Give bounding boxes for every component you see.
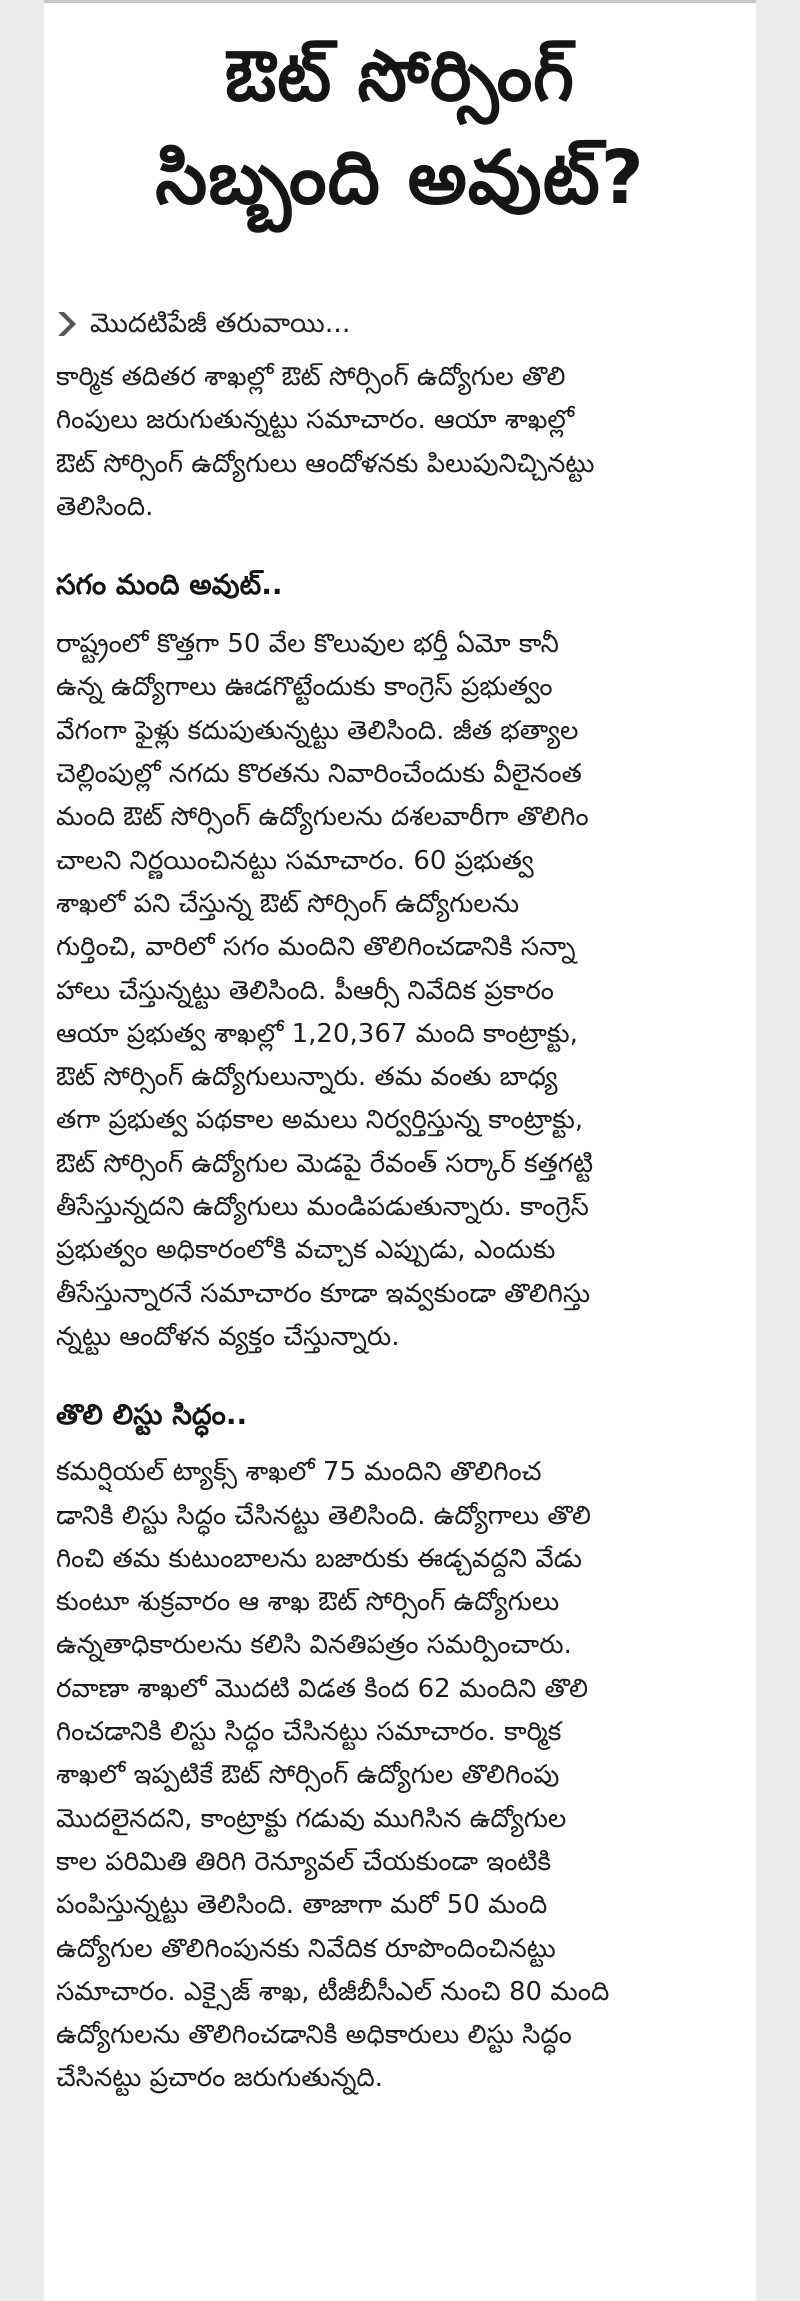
paragraph-line: శాఖలో పని చేస్తున్న ఔట్ సోర్సింగ్ ఉద్యోగులను [56,888,520,919]
paragraph-line: ఉన్న ఉద్యోగాలు ఊడగొట్టేందుకు కాంగ్రెస్ ప్రభుత్వం [56,672,553,703]
paragraph-line: తెలిసింది. [56,491,154,522]
section-1-paragraph [56,623,744,1359]
paragraph-line: మంది ఔట్ సోర్సింగ్ ఉద్యోగులను దశలవారీగా తొలిగిం [56,802,589,833]
paragraph-line: ఔట్ సోర్సింగ్ ఉద్యోగుల మెడపై రేవంత్ సర్కార్ కత్తగట్టి [56,1148,594,1179]
paragraph-line: తీసేస్తున్నారనే సమాచారం కూడా ఇవ్వకుండా తొలిగిస్తు [56,1278,591,1309]
paragraph-line: గింపులు జరుగుతున్నట్టు సమాచారం. ఆయా శాఖల్లో [56,405,575,436]
newspaper-clipping [44,0,756,2301]
paragraph-line: ఉన్నతాధికారులను కలిసి వినతిపత్రం సమర్పించారు. [56,1630,572,1661]
paragraph-line: ప్రభుత్వం అధికారంలోకి వచ్చాక ఎప్పుడు, ఎందుకు [56,1235,556,1266]
paragraph-line: హాలు చేస్తున్నట్టు తెలిసింది. పీఆర్సీ నివేదిక ప్రకారం [56,975,554,1006]
paragraph-line: రాష్ట్రంలో కొత్తగా 50 వేల కొలువుల భర్తీ ఏమో కానీ [56,629,559,660]
paragraph-line: కాల పరిమితి తిరిగి రెన్యూవల్ చేయకుండా ఇంటికి [56,1846,552,1877]
paragraph-line: న్నట్టు ఆందోళన వ్యక్తం చేస్తున్నారు. [56,1321,400,1352]
paragraph-line: ఔట్ సోర్సింగ్ ఉద్యోగులున్నారు. తమ వంతు బాధ్య [56,1062,558,1093]
paragraph-line: చాలని నిర్ణయించినట్టు సమాచారం. 60 ప్రభుత్వ [56,845,534,876]
paragraph-line: ఆయా ప్రభుత్వ శాఖల్లో 1,20,367 మంది కాంట్రాక్టు, [56,1018,578,1049]
paragraph-line: పంపిస్తున్నట్టు తెలిసింది. తాజాగా మరో 50 మంది [56,1890,548,1921]
continued-label: మొదటిపేజీ తరువాయి... [90,308,351,339]
paragraph-line: డానికి లిస్టు సిద్ధం చేసినట్టు తెలిసింది. ఉద్యోగాలు తొలి [56,1500,591,1531]
section-2-paragraph [56,1451,744,2100]
subheading-first-list-ready: తొలి లిస్టు సిద్ధం.. [56,1398,248,1432]
paragraph-line: ఔట్ సోర్సింగ్ ఉద్యోగులు ఆందోళనకు పిలుపునిచ్చినట్టు [56,448,595,479]
paragraph-line: వేగంగా ఫైళ్లు కదుపుతున్నట్టు తెలిసింది. జీత భత్యాల [56,715,579,746]
paragraph-line: తగా ప్రభుత్వ పథకాల అమలు నిర్వర్తిస్తున్న కాంట్రాక్టు, [56,1105,584,1136]
subheading-half-out: సగం మంది అవుట్.. [56,568,283,602]
paragraph-line: రవాణా శాఖలో మొదటి విడత కింద 62 మందిని తొలి [56,1673,589,1704]
paragraph-line: తీసేస్తున్నదని ఉద్యోగులు మండిపడుతున్నారు. కాంగ్రెస్ [56,1192,589,1223]
paragraph-line: గించి తమ కుటుంబాలను బజారుకు ఈడ్చవద్దని వేడు [56,1543,582,1574]
paragraph-line: ఉద్యోగుల తొలిగింపునకు నివేదిక రూపొందించినట్టు [56,1933,556,1964]
paragraph-line: ఉద్యోగులను తొలిగించడానికి అధికారులు లిస్టు సిద్ధం [56,2020,572,2051]
paragraph-line: శాఖలో ఇప్పటికే ఔట్ సోర్సింగ్ ఉద్యోగుల తొలిగింపు [56,1760,560,1791]
paragraph-line: సమాచారం. ఎక్సైజ్ శాఖ, టీజీబీసీఎల్ నుంచి 80 మంది [56,1976,610,2007]
paragraph-line: చెల్లింపుల్లో నగదు కొరతను నివారించేందుకు వీలైనంత [56,759,582,790]
paragraph-line: చేసినట్టు ప్రచారం జరుగుతున్నది. [56,2063,384,2094]
headline-line-1: ఔట్ సోర్సింగ్ [225,35,575,117]
paragraph-line: మొదలైనదని, కాంట్రాక్టు గడువు ముగిసిన ఉద్యోగుల [56,1803,567,1834]
continued-from-front-page [56,306,744,342]
paragraph-line: గించడానికి లిస్టు సిద్ధం చేసినట్టు సమాచారం. కార్మిక [56,1717,562,1748]
paragraph-line: గుర్తించి, వారిలో సగం మందిని తొలిగించడానికి సన్నా [56,932,576,963]
headline [56,30,744,226]
chevron-right-icon [56,310,78,338]
paragraph-line: కమర్షియల్ ట్యాక్స్ శాఖలో 75 మందిని తొలిగించ [56,1457,542,1488]
headline-line-2: సిబ్బంది అవుట్? [155,135,645,221]
paragraph-line: కుంటూ శుక్రవారం ఆ శాఖ ఔట్ సోర్సింగ్ ఉద్యోగులు [56,1587,560,1618]
top-rule [44,0,756,3]
paragraph-line: కార్మిక తదితర శాఖల్లో ఔట్ సోర్సింగ్ ఉద్యోగుల తొలి [56,362,566,392]
intro-paragraph [56,356,744,529]
